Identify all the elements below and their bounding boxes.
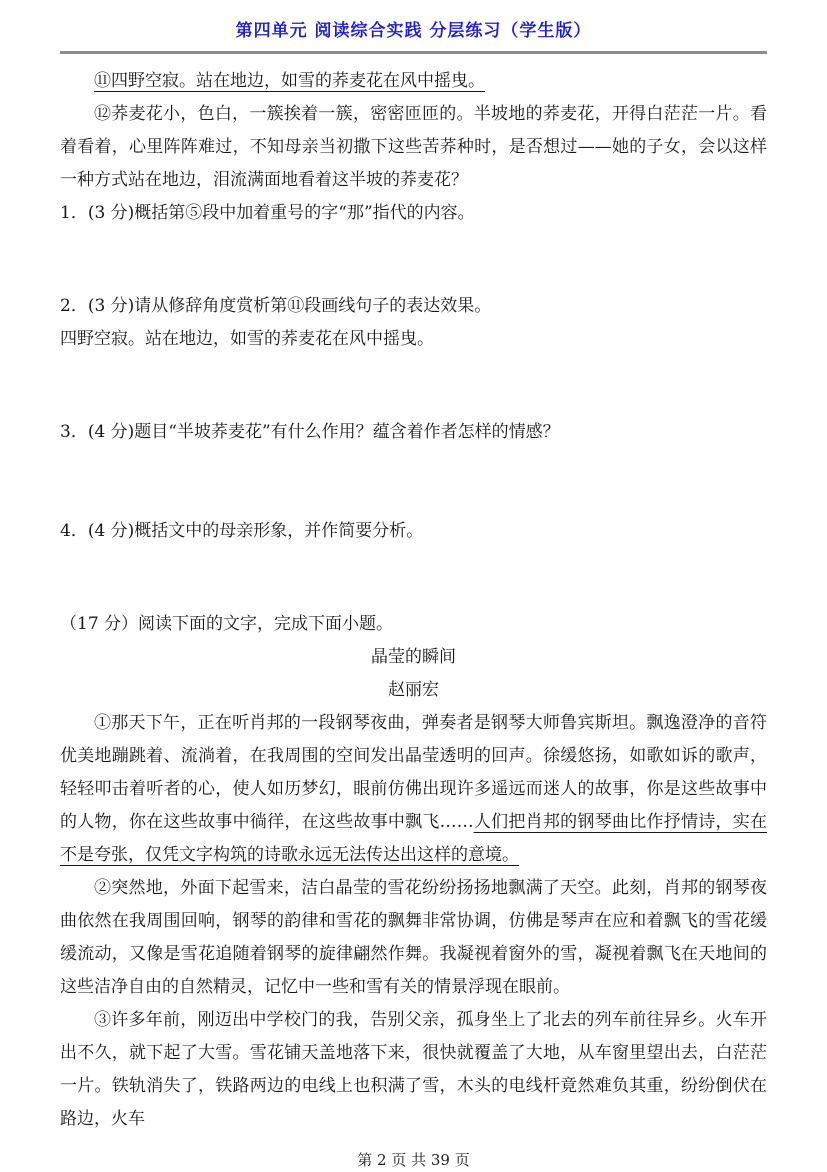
- paragraph-1-text: ①那天下午，正在听肖邦的一段钢琴夜曲，弹奏者是钢琴大师鲁宾斯坦。飘逸澄净的音符优美地蹦跳着、流淌着，在我周围的空间发出晶莹透明的回声。徐缓悠扬，如歌如诉的歌声，轻轻叩击着听者的心，使人如历梦幻，眼前仿佛出现许多遥远而迷人的故事，你是这些故事中的人物，你在这些故事中徜徉，在这些故事中飘飞……: [60, 713, 767, 832]
- passage2-paragraph-3: ③许多年前，刚迈出中学校门的我，告别父亲，孤身坐上了北去的列车前往异乡。火车开出不久，就下起了大雪。雪花铺天盖地落下来，很快就覆盖了大地，从车窗里望出去，白茫茫一片。铁轨消失了，铁路两边的电线上也积满了雪，木头的电线杆竟然难负其重，纷纷倒伏在路边，火车: [60, 1010, 767, 1129]
- page-footer: [60, 1148, 767, 1172]
- page-content: [60, 54, 767, 1136]
- underlined-sentence-p1: 人们把肖邦的钢琴曲比作抒情诗，实在不是夸张，仅凭文字构筑的诗歌永远无法传达出这样的意境。: [60, 812, 767, 865]
- passage1-paragraph-11: [60, 65, 767, 98]
- page-header: [60, 10, 767, 54]
- page-number-text: 第 2 页 共 39 页: [357, 1151, 470, 1169]
- passage2-paragraph-1: [60, 707, 767, 872]
- underlined-sentence-11: ⑪四野空寂。站在地边，如雪的荞麦花在风中摇曳。: [94, 71, 485, 91]
- passage2-instruction: （17 分）阅读下面的文字，完成下面小题。: [60, 614, 394, 634]
- passage2-paragraph-2: ②突然地，外面下起雪来，洁白晶莹的雪花纷纷扬扬地飘满了天空。此刻，肖邦的钢琴夜曲依然在我周围回响，钢琴的韵律和雪花的飘舞非常协调，仿佛是琴声在应和着飘飞的雪花缓缓流动，又像是雪花追随着钢琴的旋律翩然作舞。我凝视着窗外的雪，凝视着飘飞在天地间的这些洁净自由的自然精灵，记忆中一些和雪有关的情景浮现在眼前。: [60, 878, 767, 997]
- passage2-title: 晶莹的瞬间: [371, 647, 456, 667]
- answer-space-q2: [60, 356, 767, 416]
- answer-space-q1: [60, 230, 767, 290]
- answer-space-q4: [60, 548, 767, 608]
- unit-header-title: 第四单元 阅读综合实践 分层练习（学生版）: [235, 21, 592, 41]
- question-1: 1．(3 分)概括第⑤段中加着重号的字“那”指代的内容。: [60, 203, 475, 223]
- question-2: 2．(3 分)请从修辞角度赏析第⑪段画线句子的表达效果。: [60, 296, 492, 316]
- passage2-author: 赵丽宏: [388, 680, 439, 700]
- question-4: 4．(4 分)概括文中的母亲形象，并作简要分析。: [60, 521, 424, 541]
- question-3: 3．(4 分)题目“半坡荞麦花”有什么作用？蕴含着作者怎样的情感？: [60, 422, 560, 442]
- passage1-paragraph-12: ⑫荞麦花小，色白，一簇挨着一簇，密密匝匝的。半坡地的荞麦花，开得白茫茫一片。看着看着，心里阵阵难过，不知母亲当初撒下这些苦荞种时，是否想过——她的子女，会以这样一种方式站在地边，泪流满面地看着这半坡的荞麦花？: [60, 104, 767, 190]
- question-2-quote: 四野空寂。站在地边，如雪的荞麦花在风中摇曳。: [60, 329, 434, 349]
- answer-space-q3: [60, 449, 767, 515]
